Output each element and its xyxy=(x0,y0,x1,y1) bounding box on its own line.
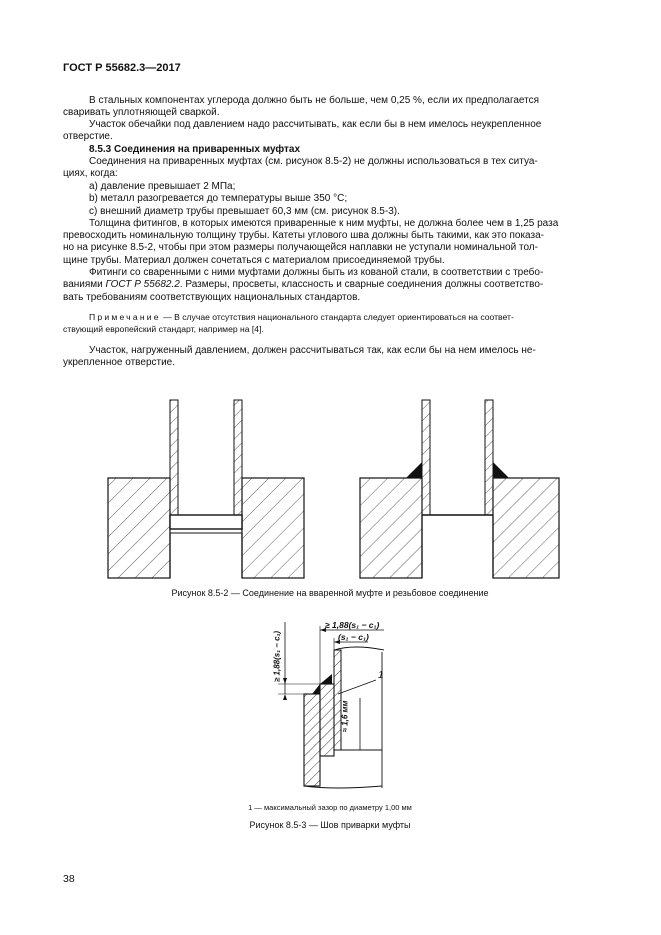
text-line: но на рисунке 8.5-2, чтобы при этом размеры получающейся наплавки не уступали номинальной тол- xyxy=(63,242,538,253)
text-line: Участок, нагруженный давлением, должен рассчитываться так, как если бы на нем имелось не- xyxy=(89,345,536,356)
figure-8-5-2 xyxy=(100,392,600,587)
text-line: укрепленное отверстие. xyxy=(63,357,176,368)
figure-legend: 1 — максимальный зазор по диаметру 1,00 мм xyxy=(248,803,412,812)
text-line: превосходить номинальную толщину трубы. Катеты углового шва должны быть такими, как это показа- xyxy=(63,230,544,241)
callout-number: 1 xyxy=(378,670,384,681)
note-text: — В случае отсутствия национального стандарта следует ориентироваться на соответ- xyxy=(160,312,514,322)
text-line: Фитинги со сваренными с ними муфтами должны быть из кованой стали, в соответствии с требо- xyxy=(89,267,544,278)
text-line: Соединения на приваренных муфтах (см. рисунок 8.5-2) не должны использоваться в тех ситуа- xyxy=(89,156,538,167)
figure-caption: Рисунок 8.5-2 — Соединение на вваренной муфте и резьбовое соединение xyxy=(171,588,489,598)
note-line: ствующий европейский стандарт, например на [4]. xyxy=(63,324,264,334)
dim-gap-label: ≈ 1,6 мм xyxy=(340,700,350,733)
dim-mid-label: (s₁ − c₁) xyxy=(338,632,369,642)
list-item: a) давление превышает 2 МПа; xyxy=(89,181,236,192)
left-assembly xyxy=(108,400,304,578)
text-line: Толщина фитингов, в которых имеются приваренные к ним муфты, не должна более чем в 1,25 раза xyxy=(89,218,559,229)
right-assembly xyxy=(360,400,559,578)
note-line xyxy=(89,312,599,324)
section-heading: 8.5.3 Соединения на приваренных муфтах xyxy=(89,144,301,155)
page-number: 38 xyxy=(63,873,75,885)
dim-left-label: ≥ 1,88(s₁ − c₁) xyxy=(272,630,282,683)
list-item: b) металл разогревается до температуры выше 350 °C; xyxy=(89,193,348,204)
text-line: Участок обечайки под давлением надо рассчитывать, как если бы в нем имелось неукрепленное xyxy=(89,119,542,130)
text-line: сваривать уплотняющей сваркой. xyxy=(63,107,220,118)
text-line: щине трубы. Материал должен сочетаться с материалом присоединяемой трубы. xyxy=(63,255,445,266)
figure-caption: Рисунок 8.5-3 — Шов приварки муфты xyxy=(249,820,411,830)
dim-top-label: ≥ 1,88(s₁ − c₁) xyxy=(325,620,380,630)
text-line: вать требованиям соответствующих национальных стандартов. xyxy=(63,292,361,303)
text-line: циях, когда: xyxy=(63,168,118,179)
text-span: ваниями xyxy=(63,279,106,290)
text-line xyxy=(63,279,599,291)
text-span: . Размеры, просветы, классность и сварные соединения должны соответство- xyxy=(179,279,544,290)
text-line: отверстие. xyxy=(63,131,113,142)
document-header: ГОСТ Р 55682.3—2017 xyxy=(63,62,181,74)
note-label: Примечание xyxy=(89,312,161,322)
standard-reference: ГОСТ Р 55682.2 xyxy=(105,279,180,290)
list-item: c) внешний диаметр трубы превышает 60,3 мм (см. рисунок 8.5-3). xyxy=(89,206,400,217)
text-line: В стальных компонентах углерода должно быть не больше, чем 0,25 %, если их предполагается xyxy=(89,95,540,106)
paragraph xyxy=(89,95,599,107)
